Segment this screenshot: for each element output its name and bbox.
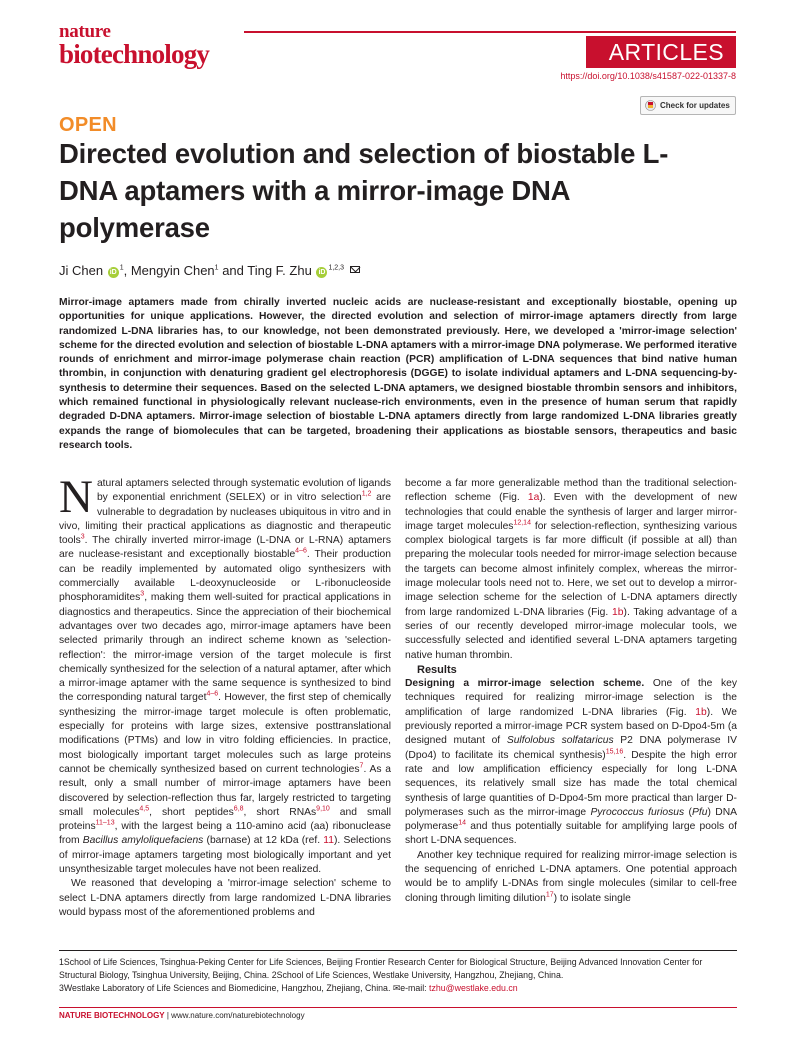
figure-link[interactable]: 1a <box>527 492 540 504</box>
citation-link[interactable]: 1,2 <box>361 490 372 498</box>
author-list <box>59 263 659 278</box>
orcid-icon[interactable]: iD <box>109 269 117 276</box>
citation-link[interactable]: 14 <box>458 819 467 827</box>
text-run: ). Even with the development of new technologies that could enable the synthesis of larger and larger mirror-image target molecules <box>405 492 737 532</box>
affiliations <box>59 956 737 995</box>
doi-link[interactable]: https://doi.org/10.1038/s41587-022-01337-8 <box>560 71 736 81</box>
text-run: , making them well-suited for practical applications in diagnostics and therapeutics. Since the appreciation of their biochemical advantages over two decades ago, mirror-image aptamers have been selected primarily through an indirect scheme known as 'selection-reflection': the mirror-image version of the target molecule is first chemically synthesized for the selection of a natural aptamer, after which a mirror-image aptamer with the same sequence is synthesized to bind the corresponding natural target <box>59 592 391 704</box>
text-run: ). Selections of mirror-image aptamers targeting most biologically important and yet unsynthesizable target molecules have not been realized. <box>59 835 391 876</box>
check-updates-button[interactable] <box>640 96 736 115</box>
citation-link[interactable]: 12,14 <box>513 519 531 527</box>
citation-link[interactable]: 3 <box>80 533 85 541</box>
body-paragraph <box>405 477 737 663</box>
refresh-icon <box>645 100 656 111</box>
text-run: ) to isolate single <box>553 892 631 904</box>
text-run: become a far more generalizable method than the traditional selection-reflection scheme (Fig. <box>405 478 737 504</box>
text-run: , short RNAs <box>243 806 317 818</box>
drop-cap: N <box>59 471 93 523</box>
article-title: Directed evolution and selection of biostable L-DNA aptamers with a mirror-image DNA polymerase <box>59 138 669 243</box>
citation-link[interactable]: 11 <box>323 835 334 847</box>
citation-link[interactable]: 6,8 <box>233 805 244 813</box>
text-run: for selection-reflection, synthesizing various complex biological targets is far more difficult (if possible at all) than preparing the molecular tools needed for mirror-image selection because the targets can become almost infinitely complex, whereas the mirror-image molecular tools need not to. Here, we set out to develop a mirror-image selection scheme for the selection of L-DNA aptamers directly from large randomized L-DNA libraries (Fig. <box>405 520 738 618</box>
subsection-heading: Designing a mirror-image selection scheme. <box>405 678 645 690</box>
figure-link[interactable]: 1b <box>695 706 707 718</box>
citation-link[interactable]: 15,16 <box>605 748 624 756</box>
page-footer <box>59 1011 305 1020</box>
text-run: ) DNA polymerase <box>405 806 738 833</box>
figure-link[interactable]: 1b <box>612 606 624 618</box>
abstract: Mirror-image aptamers made from chirally inverted nucleic acids are nuclease-resistant and exceptionally biostable, opening up opportunities for unique applications. However, the directed evolution and selection of mirror-image aptamers directly from large randomized L-DNA libraries has, to our knowledge, not been demonstrated previously. Here, we developed a 'mirror-image selection' scheme for the directed evolution and selection of biostable L-DNA aptamers with a mirror-image DNA polymerase. We performed iterative rounds of enrichment and mirror-image polymerase chain reaction (PCR) amplification of L-DNA sequences that bind native human thrombin, in conjunction with denaturing gradient gel electrophoresis (DGGE) to isolate individual aptamers and L-DNA sequencing-by-synthesis to determine their sequences. Based on the selected L-DNA aptamers, we designed biostable thrombin sensors and inhibitors, which remained functional in physiologically relevant nuclease-rich environments, even in the presence of human serum that rapidly degraded D-DNA aptamers. Mirror-image selection of biostable L-DNA aptamers directly from large randomized L-DNA libraries greatly expands the range of biomolecules that can be targeted, broadening their applications as biostable sensors, therapeutics and basic research tools. <box>59 297 737 451</box>
affiliation-line: 1School of Life Sciences, Tsinghua-Peking Center for Life Sciences, Beijing Frontier Research Center for Biological Structure, Beijing Advanced Innovation Center for Structural Biology, Tsinghua University, Beijing, China. 2School of Life Sciences, Westlake University, Hangzhou, Zhejiang, China. <box>59 957 703 980</box>
text-run: . As a result, only a small number of mirror-image aptamers have been discovered by selection-reflection thus far, largely restricted to targeting small molecules <box>59 763 391 818</box>
text-run: ). We previously reported a mirror-image PCR system based on D-Dpo4-5m (a designed mutant of <box>405 706 737 747</box>
text-run: . Despite the high error rate and low amplification efficiency especially for long L-DNA sequences, its relatively small size has made the total chemical synthesis of large quantities of D-Dpo4-5m more practical than larger D-polymerases such as the mirror-image <box>405 749 737 818</box>
journal-name-line2: biotechnology <box>59 39 210 69</box>
footnote-divider <box>59 950 737 951</box>
citation-link[interactable]: 4,5 <box>139 805 150 813</box>
text-run: (barnase) at 12 kDa (ref. <box>203 835 324 847</box>
text-run: One of the key techniques required for realizing mirror-image selection is the amplification of large randomized L-DNA libraries (Fig. <box>405 678 737 718</box>
citation-link[interactable]: 3 <box>140 590 145 598</box>
mail-icon[interactable] <box>350 266 360 273</box>
text-run: and thus potentially suitable for amplifying large pools of short L-DNA sequences. <box>405 821 737 847</box>
email-label: e-mail: <box>400 983 430 993</box>
body-paragraph <box>405 849 737 906</box>
citation-link[interactable]: 4–6 <box>206 691 219 699</box>
species-name: Bacillus amyloliquefaciens <box>82 835 204 847</box>
affiliation-line <box>59 982 737 995</box>
affiliation-text: 3Westlake Laboratory of Life Sciences and Biomedicine, Hangzhou, Zhejiang, China. <box>59 983 393 993</box>
section-heading: Results <box>417 663 457 676</box>
text-run: , short peptides <box>149 806 234 818</box>
citation-link[interactable]: 17 <box>545 891 554 899</box>
text-run: , with the largest being a 110-amino acid (aa) ribonuclease from <box>59 821 391 847</box>
text-run: . Their production can be readily implemented by automated oligo synthesizers with commercially available L-deoxynucleoside or L-ribonucleoside phosphoramidites <box>59 549 391 604</box>
header-rule <box>244 31 736 33</box>
body-paragraph <box>405 677 737 849</box>
text-run: atural aptamers selected through systematic evolution of ligands by exponential enrichment (SELEX) or in vitro selection <box>96 478 391 504</box>
mail-icon: ✉ <box>392 983 401 993</box>
text-run: . However, the first step of chemically synthesizing the mirror-image target molecule is often problematic, especially for proteins with large sizes, extensive posttranslational modifications (PTMs) and low in vitro folding efficiencies. In practice, most biologically important target molecules such as large proteins cannot be chemically synthesized based on current technologies <box>59 692 392 775</box>
affiliation-sup: 1 <box>119 264 124 272</box>
footer-url[interactable]: www.nature.com/naturebiotechnology <box>171 1011 305 1020</box>
text-run: . The chirally inverted mirror-image (L-DNA or L-RNA) aptamers are nuclease-resistant and exceptionally biostable <box>59 535 391 561</box>
body-paragraph <box>59 471 392 877</box>
citation-link[interactable]: 4–6 <box>295 548 307 556</box>
text-run: are vulnerable to degradation by nucleases ubiquitous in vitro and in vivo, limiting their practical applications as diagnostic and therapeutic tools <box>59 492 392 547</box>
email-link[interactable]: tzhu@westlake.edu.cn <box>429 983 518 993</box>
species-name: Pfu <box>692 806 708 818</box>
author-name[interactable]: and Ting F. Zhu <box>218 263 312 278</box>
footer-rule <box>59 1007 737 1008</box>
citation-link[interactable]: 11–13 <box>95 819 115 827</box>
text-run: and small proteins <box>59 806 391 833</box>
text-run: ). Taking advantage of a series of our recently developed mirror-image molecular tools, we successfully selected and identified several L-DNA aptamers targeting native human thrombin. <box>405 606 737 661</box>
species-name: Pyrococcus furiosus <box>590 806 685 818</box>
text-run: Another key technique required for realizing mirror-image selection is the sequencing of enriched L-DNA aptamers. One potential approach would be to amplify L-DNAs from single molecules (similar to cell-free cloning through limiting dilution <box>405 849 737 904</box>
orcid-icon[interactable]: iD <box>318 269 326 276</box>
body-paragraph: We reasoned that developing a 'mirror-image selection' scheme to select L-DNA aptamers directly from large randomized L-DNA libraries would bypass most of the aforementioned problems and <box>59 878 391 918</box>
open-access-label: OPEN <box>59 114 117 136</box>
species-name: Sulfolobus solfataricus <box>506 735 614 747</box>
section-banner: ARTICLES <box>586 36 736 68</box>
body-column-right <box>405 477 737 906</box>
text-run: P2 DNA polymerase IV (Dpo4) to facilitate its chemical synthesis) <box>405 735 737 761</box>
check-updates-label: Check for updates <box>660 101 730 110</box>
text-run: ( <box>684 806 692 818</box>
citation-link[interactable]: 9,10 <box>316 805 330 813</box>
footer-journal: NATURE BIOTECHNOLOGY <box>59 1011 165 1020</box>
footer-separator: | <box>164 1011 172 1020</box>
affiliation-sup: 1 <box>214 264 219 272</box>
citation-link[interactable]: 7 <box>359 762 364 770</box>
journal-name-line1: nature <box>59 21 111 42</box>
author-name[interactable]: Ji Chen <box>59 263 104 278</box>
body-column-left <box>59 471 392 920</box>
affiliation-sup: 1,2,3 <box>328 264 345 272</box>
author-name[interactable]: , Mengyin Chen <box>123 263 215 278</box>
journal-logo <box>59 22 239 67</box>
